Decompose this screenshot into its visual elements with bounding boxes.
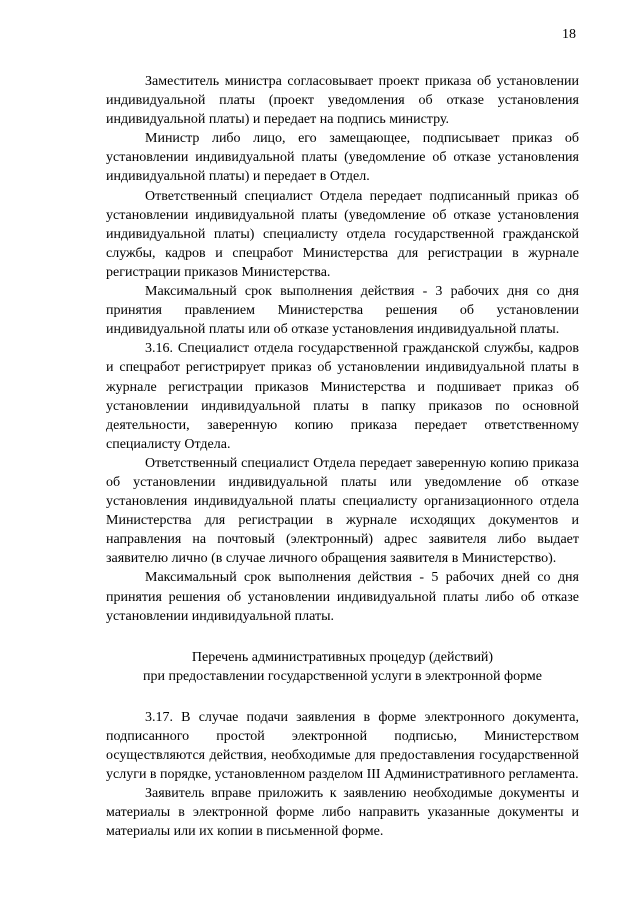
section-heading-line: Перечень административных процедур (действий) <box>191 649 494 665</box>
section-heading <box>106 648 579 686</box>
page-number: 18 <box>562 27 576 42</box>
paragraph: Ответственный специалист Отдела передает подписанный приказ об установлении индивидуальной платы (уведомление об отказе установления индивидуальной платы) специалисту отдела государственной гражданской службы, кадров и спецработ Министерства для регистрации в журнале регистрации приказов Министерства. <box>106 188 579 280</box>
paragraph: Заместитель министра согласовывает проект приказа об установлении индивидуальной платы (проект уведомления об отказе установления индивидуальной платы) и передает на подпись министру. <box>106 74 579 128</box>
document-body <box>106 72 579 841</box>
paragraph: Министр либо лицо, его замещающее, подписывает приказ об установлении индивидуальной платы (уведомление об отказе установления индивидуальной платы) и передает в Отдел. <box>106 131 579 185</box>
paragraph: Максимальный срок выполнения действия - 5 рабочих дней со дня принятия решения об установлении индивидуальной платы либо об отказе установлении индивидуальной платы. <box>106 570 579 624</box>
paragraph: Ответственный специалист Отдела передает заверенную копию приказа об установлении индивидуальной платы или уведомление об отказе установления индивидуальной платы специалисту организационного отдела Министерства для регистрации в журнале исходящих документов и направления на почтовый (электронный) адрес заявителя либо выдает заявителю лично (в случае личного обращения заявителя в Министерство). <box>106 455 579 567</box>
paragraph: 3.17. В случае подачи заявления в форме электронного документа, подписанного простой электронной подписью, Министерством осуществляются действия, необходимые для предоставления государственной услуги в порядке, установленном разделом III Административного регламента. <box>106 709 579 782</box>
paragraph: 3.16. Специалист отдела государственной гражданской службы, кадров и спецработ регистрирует приказ об установлении индивидуальной платы в журнале регистрации приказов Министерства и подшивает приказ об установлении индивидуальной платы в папку приказов по основной деятельности, заверенную копию приказа передает ответственному специалисту Отдела. <box>106 341 579 452</box>
paragraph: Максимальный срок выполнения действия - 3 рабочих дня со дня принятия правлением Министерства решения об установлении индивидуальной платы или об отказе установления индивидуальной платы. <box>106 284 579 338</box>
section-heading-line: при предоставлении государственной услуги в электронной форме <box>143 668 542 684</box>
paragraph: Заявитель вправе приложить к заявлению необходимые документы и материалы в электронной форме либо направить указанные документы и материалы или их копии в письменной форме. <box>106 786 579 840</box>
